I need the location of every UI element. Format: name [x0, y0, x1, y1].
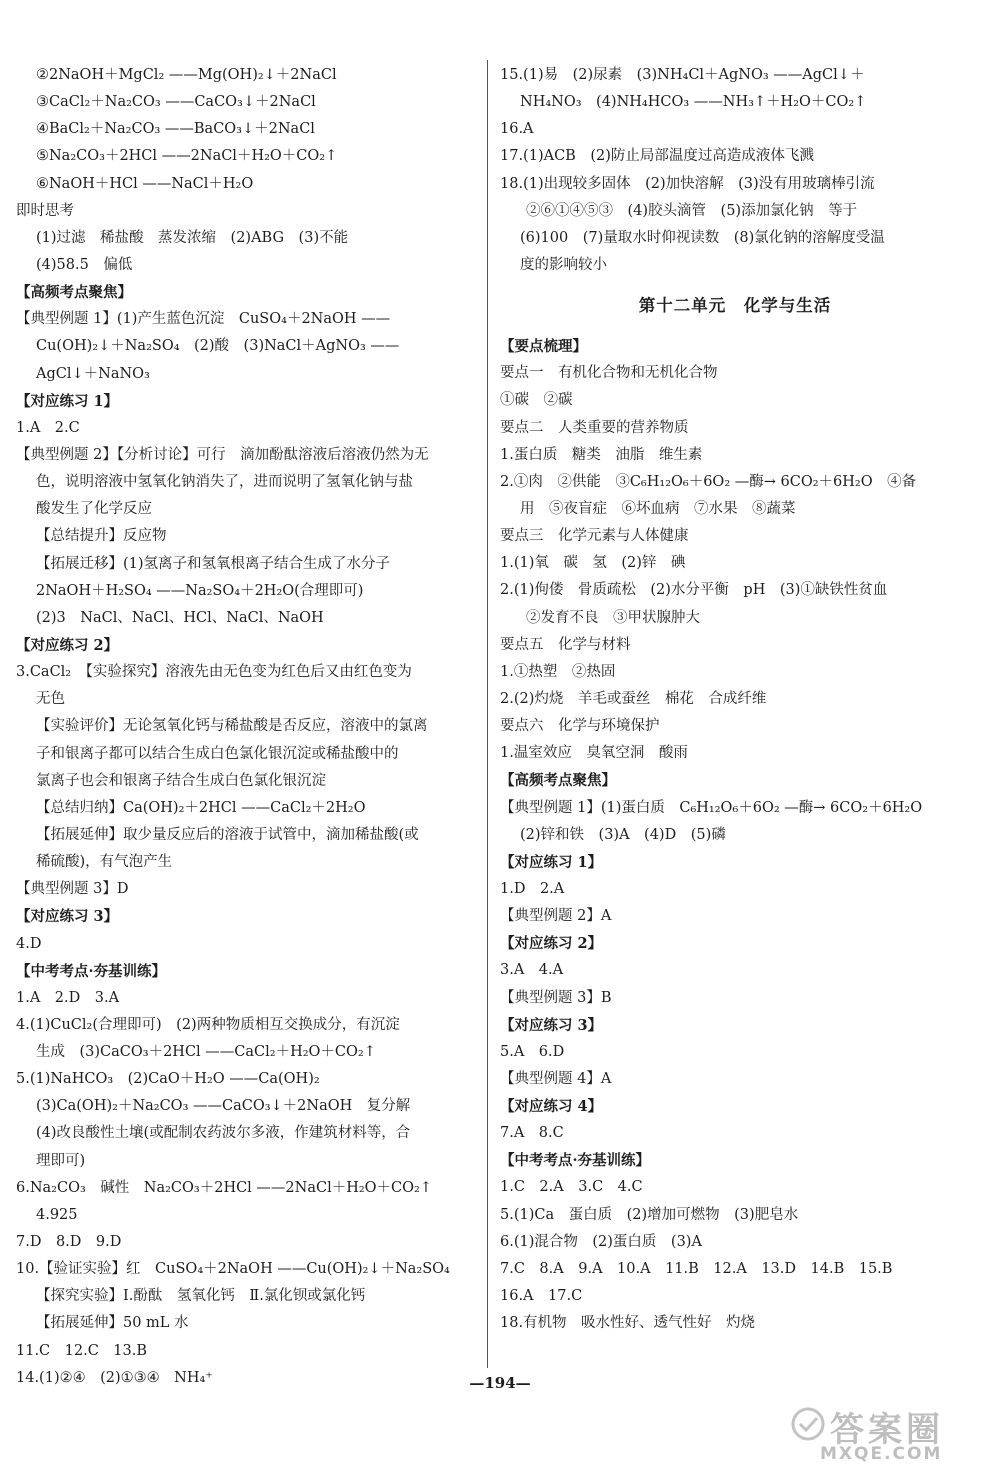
- answer-line: 4.(1)CuCl₂(合理即可) (2)两种物质相互交换成分，有沉淀: [16, 1016, 400, 1033]
- answer-line: 【拓展迁移】(1)氢离子和氢氧根离子结合生成了水分子: [36, 555, 391, 572]
- answer-line: ②2NaOH＋MgCl₂ ——Mg(OH)₂↓＋2NaCl: [36, 67, 337, 83]
- answer-line: 【实验评价】无论氢氧化钙与稀盐酸是否反应，溶液中的氯离: [36, 718, 428, 735]
- answer-line: 16.A: [500, 121, 534, 138]
- answer-line: 【探究实验】Ⅰ.酚酞 氢氧化钙 Ⅱ.氯化钡或氯化钙: [36, 1288, 366, 1305]
- answer-line: 【对应练习 1】: [500, 853, 603, 871]
- answer-line: 【中考考点·夯基训练】: [16, 962, 167, 980]
- answer-line: (3)Ca(OH)₂＋Na₂CO₃ ——CaCO₃↓＋2NaOH 复分解: [36, 1098, 411, 1115]
- answer-line: ③CaCl₂＋Na₂CO₃ ——CaCO₃↓＋2NaCl: [36, 94, 316, 111]
- watermark-url: MXQE.COM: [820, 1444, 943, 1464]
- page-number: —194—: [469, 1374, 531, 1392]
- answer-line: ⑤Na₂CO₃＋2HCl ——2NaCl＋H₂O＋CO₂↑: [36, 148, 338, 165]
- answer-line: 1.A 2.C: [16, 419, 80, 436]
- answer-line: 6.Na₂CO₃ 碱性 Na₂CO₃＋2HCl ——2NaCl＋H₂O＋CO₂↑: [16, 1179, 433, 1196]
- answer-line: 【要点梳理】: [500, 338, 587, 356]
- answer-line: 要点二 人类重要的营养物质: [500, 419, 689, 436]
- answer-line: 要点三 化学元素与人体健康: [500, 528, 689, 545]
- answer-line: 4.925: [36, 1206, 78, 1223]
- answer-line: 6.(1)混合物 (2)蛋白质 (3)A: [500, 1233, 702, 1250]
- answer-line: 3.A 4.A: [500, 962, 564, 979]
- answer-line: 1.①热塑 ②热固: [500, 663, 616, 680]
- right-column-top: [500, 62, 970, 279]
- answer-line: 4.D: [16, 935, 42, 952]
- answer-line: 氯离子也会和银离子结合生成白色氯化银沉淀: [36, 772, 326, 789]
- right-column: [500, 62, 970, 1337]
- answer-line: 【对应练习 2】: [500, 935, 603, 953]
- right-column-bottom: [500, 333, 970, 1337]
- answer-line: 5.(1)NaHCO₃ (2)CaO＋H₂O ——Ca(OH)₂: [16, 1071, 320, 1088]
- answer-line: 【高频考点聚焦】: [16, 284, 132, 302]
- answer-line: 即时思考: [16, 202, 74, 219]
- answer-line: 【对应练习 1】: [16, 392, 119, 410]
- answer-line: 【对应练习 4】: [500, 1098, 603, 1116]
- answer-line: 7.A 8.C: [500, 1125, 564, 1142]
- answer-line: Cu(OH)₂↓＋Na₂SO₄ (2)酸 (3)NaCl＋AgNO₃ ——: [36, 338, 400, 355]
- answer-line: 要点五 化学与材料: [500, 636, 631, 653]
- answer-line: 2NaOH＋H₂SO₄ ——Na₂SO₄＋2H₂O(合理即可): [36, 582, 364, 599]
- answer-line: 子和银离子都可以结合生成白色氯化银沉淀或稀盐酸中的: [36, 745, 399, 762]
- answer-line: AgCl↓＋NaNO₃: [36, 365, 150, 382]
- answer-line: 【对应练习 3】: [500, 1016, 603, 1034]
- answer-line: 【典型例题 1】(1)蛋白质 C₆H₁₂O₆＋6O₂ —酶→ 6CO₂＋6H₂O: [500, 799, 923, 816]
- answer-line: (6)100 (7)量取水时仰视读数 (8)氯化钠的溶解度受温: [520, 229, 885, 246]
- answer-line: (1)过滤 稀盐酸 蒸发浓缩 (2)ABG (3)不能: [36, 229, 349, 246]
- answer-line: 酸发生了化学反应: [36, 501, 152, 518]
- answer-line: 18.(1)出现较多固体 (2)加快溶解 (3)没有用玻璃棒引流: [500, 175, 875, 192]
- answer-line: 【典型例题 3】D: [16, 881, 129, 898]
- answer-line: 【典型例题 4】A: [500, 1070, 612, 1087]
- watermark-logo: [790, 1402, 990, 1468]
- answer-line: 【对应练习 2】: [16, 636, 119, 654]
- answer-line: NH₄NO₃ (4)NH₄HCO₃ ——NH₃↑＋H₂O＋CO₂↑: [520, 94, 867, 111]
- answer-line: 15.(1)易 (2)尿素 (3)NH₄Cl＋AgNO₃ ——AgCl↓＋: [500, 67, 865, 83]
- answer-line: 1.A 2.D 3.A: [16, 989, 120, 1006]
- answer-line: 【典型例题 2】【分析讨论】可行 滴加酚酞溶液后溶液仍然为无: [16, 446, 429, 463]
- answer-line: 5.A 6.D: [500, 1043, 565, 1060]
- answer-line: 【典型例题 1】(1)产生蓝色沉淀 CuSO₄＋2NaOH ——: [16, 311, 391, 328]
- answer-line: 【拓展延伸】50 mL 水: [36, 1315, 189, 1332]
- answer-line: 16.A 17.C: [500, 1288, 583, 1305]
- answer-line: 2.①肉 ②供能 ③C₆H₁₂O₆＋6O₂ —酶→ 6CO₂＋6H₂O ④备: [500, 473, 917, 490]
- answer-line: (2)锌和铁 (3)A (4)D (5)磷: [520, 826, 726, 843]
- answer-line: 3.CaCl₂ 【实验探究】溶液先由无色变为红色后又由红色变为: [16, 664, 412, 681]
- answer-line: 11.C 12.C 13.B: [16, 1342, 148, 1359]
- answer-line: 14.(1)②④ (2)①③④ NH₄⁺: [16, 1369, 213, 1386]
- answer-line: 【中考考点·夯基训练】: [500, 1152, 651, 1170]
- answer-line: 理即可): [36, 1152, 86, 1169]
- answer-line: 5.(1)Ca 蛋白质 (2)增加可燃物 (3)肥皂水: [500, 1206, 799, 1223]
- answer-line: 1.D 2.A: [500, 880, 565, 897]
- answer-line: 要点一 有机化合物和无机化合物: [500, 365, 718, 382]
- answer-line: 【典型例题 2】A: [500, 908, 612, 925]
- answer-line: 7.C 8.A 9.A 10.A 11.B 12.A 13.D 14.B 15.B: [500, 1260, 893, 1277]
- answer-line: 7.D 8.D 9.D: [16, 1234, 122, 1251]
- answer-line: 1.(1)氧 碳 氢 (2)锌 碘: [500, 555, 686, 572]
- watermark-text: 答案圈: [830, 1410, 944, 1450]
- column-divider: [487, 60, 488, 1368]
- answer-line: 1.蛋白质 糖类 油脂 维生素: [500, 446, 703, 463]
- answer-line: 2.(2)灼烧 羊毛或蚕丝 棉花 合成纤维: [500, 690, 767, 707]
- answer-line: 无色: [36, 691, 65, 708]
- left-column: [16, 62, 478, 1392]
- answer-line: 18.有机物 吸水性好、透气性好 灼烧: [500, 1315, 756, 1332]
- unit-title: 第十二单元 化学与生活: [638, 296, 832, 316]
- answer-line: 2.(1)佝偻 骨质疏松 (2)水分平衡 pH (3)①缺铁性贫血: [500, 582, 888, 599]
- answer-line: 1.温室效应 臭氧空洞 酸雨: [500, 745, 688, 762]
- answer-line: 生成 (3)CaCO₃＋2HCl ——CaCl₂＋H₂O＋CO₂↑: [36, 1044, 376, 1061]
- answer-line: ②⑥①④⑤③ (4)胶头滴管 (5)添加氯化钠 等于: [526, 202, 858, 219]
- answer-line: 【对应练习 3】: [16, 908, 119, 926]
- answer-line: 用 ⑤夜盲症 ⑥坏血病 ⑦水果 ⑧蔬菜: [520, 500, 796, 517]
- answer-line: 稀硫酸)，有气泡产生: [36, 854, 173, 871]
- watermark-badge-icon: [790, 1406, 826, 1442]
- answer-line: (4)58.5 偏低: [36, 256, 133, 273]
- answer-line: 10.【验证实验】红 CuSO₄＋2NaOH ——Cu(OH)₂↓＋Na₂SO₄: [16, 1261, 450, 1278]
- answer-line: 【拓展延伸】取少量反应后的溶液于试管中，滴加稀盐酸(或: [36, 826, 419, 843]
- answer-line: 色，说明溶液中氢氧化钠消失了，进而说明了氢氧化钠与盐: [36, 474, 413, 491]
- answer-line: 度的影响较小: [520, 256, 607, 273]
- answer-line: 17.(1)ACB (2)防止局部温度过高造成液体飞溅: [500, 148, 814, 165]
- answer-line: 【典型例题 3】B: [500, 989, 612, 1006]
- answer-line: (4)改良酸性土壤(或配制农药波尔多液，作建筑材料等，合: [36, 1125, 411, 1142]
- answer-line: 1.C 2.A 3.C 4.C: [500, 1179, 643, 1196]
- answer-line: 【总结提升】反应物: [36, 528, 167, 545]
- answer-line: ①碳 ②碳: [500, 392, 573, 409]
- answer-line: ⑥NaOH＋HCl ——NaCl＋H₂O: [36, 175, 254, 192]
- answer-line: 【总结归纳】Ca(OH)₂＋2HCl ——CaCl₂＋2H₂O: [36, 799, 366, 816]
- answer-line: 要点六 化学与环境保护: [500, 718, 660, 735]
- answer-line: ④BaCl₂＋Na₂CO₃ ——BaCO₃↓＋2NaCl: [36, 121, 315, 138]
- answer-line: 【高频考点聚焦】: [500, 772, 616, 790]
- answer-line: (2)3 NaCl、NaCl、HCl、NaCl、NaOH: [36, 609, 324, 626]
- answer-line: ②发育不良 ③甲状腺肿大: [526, 609, 700, 626]
